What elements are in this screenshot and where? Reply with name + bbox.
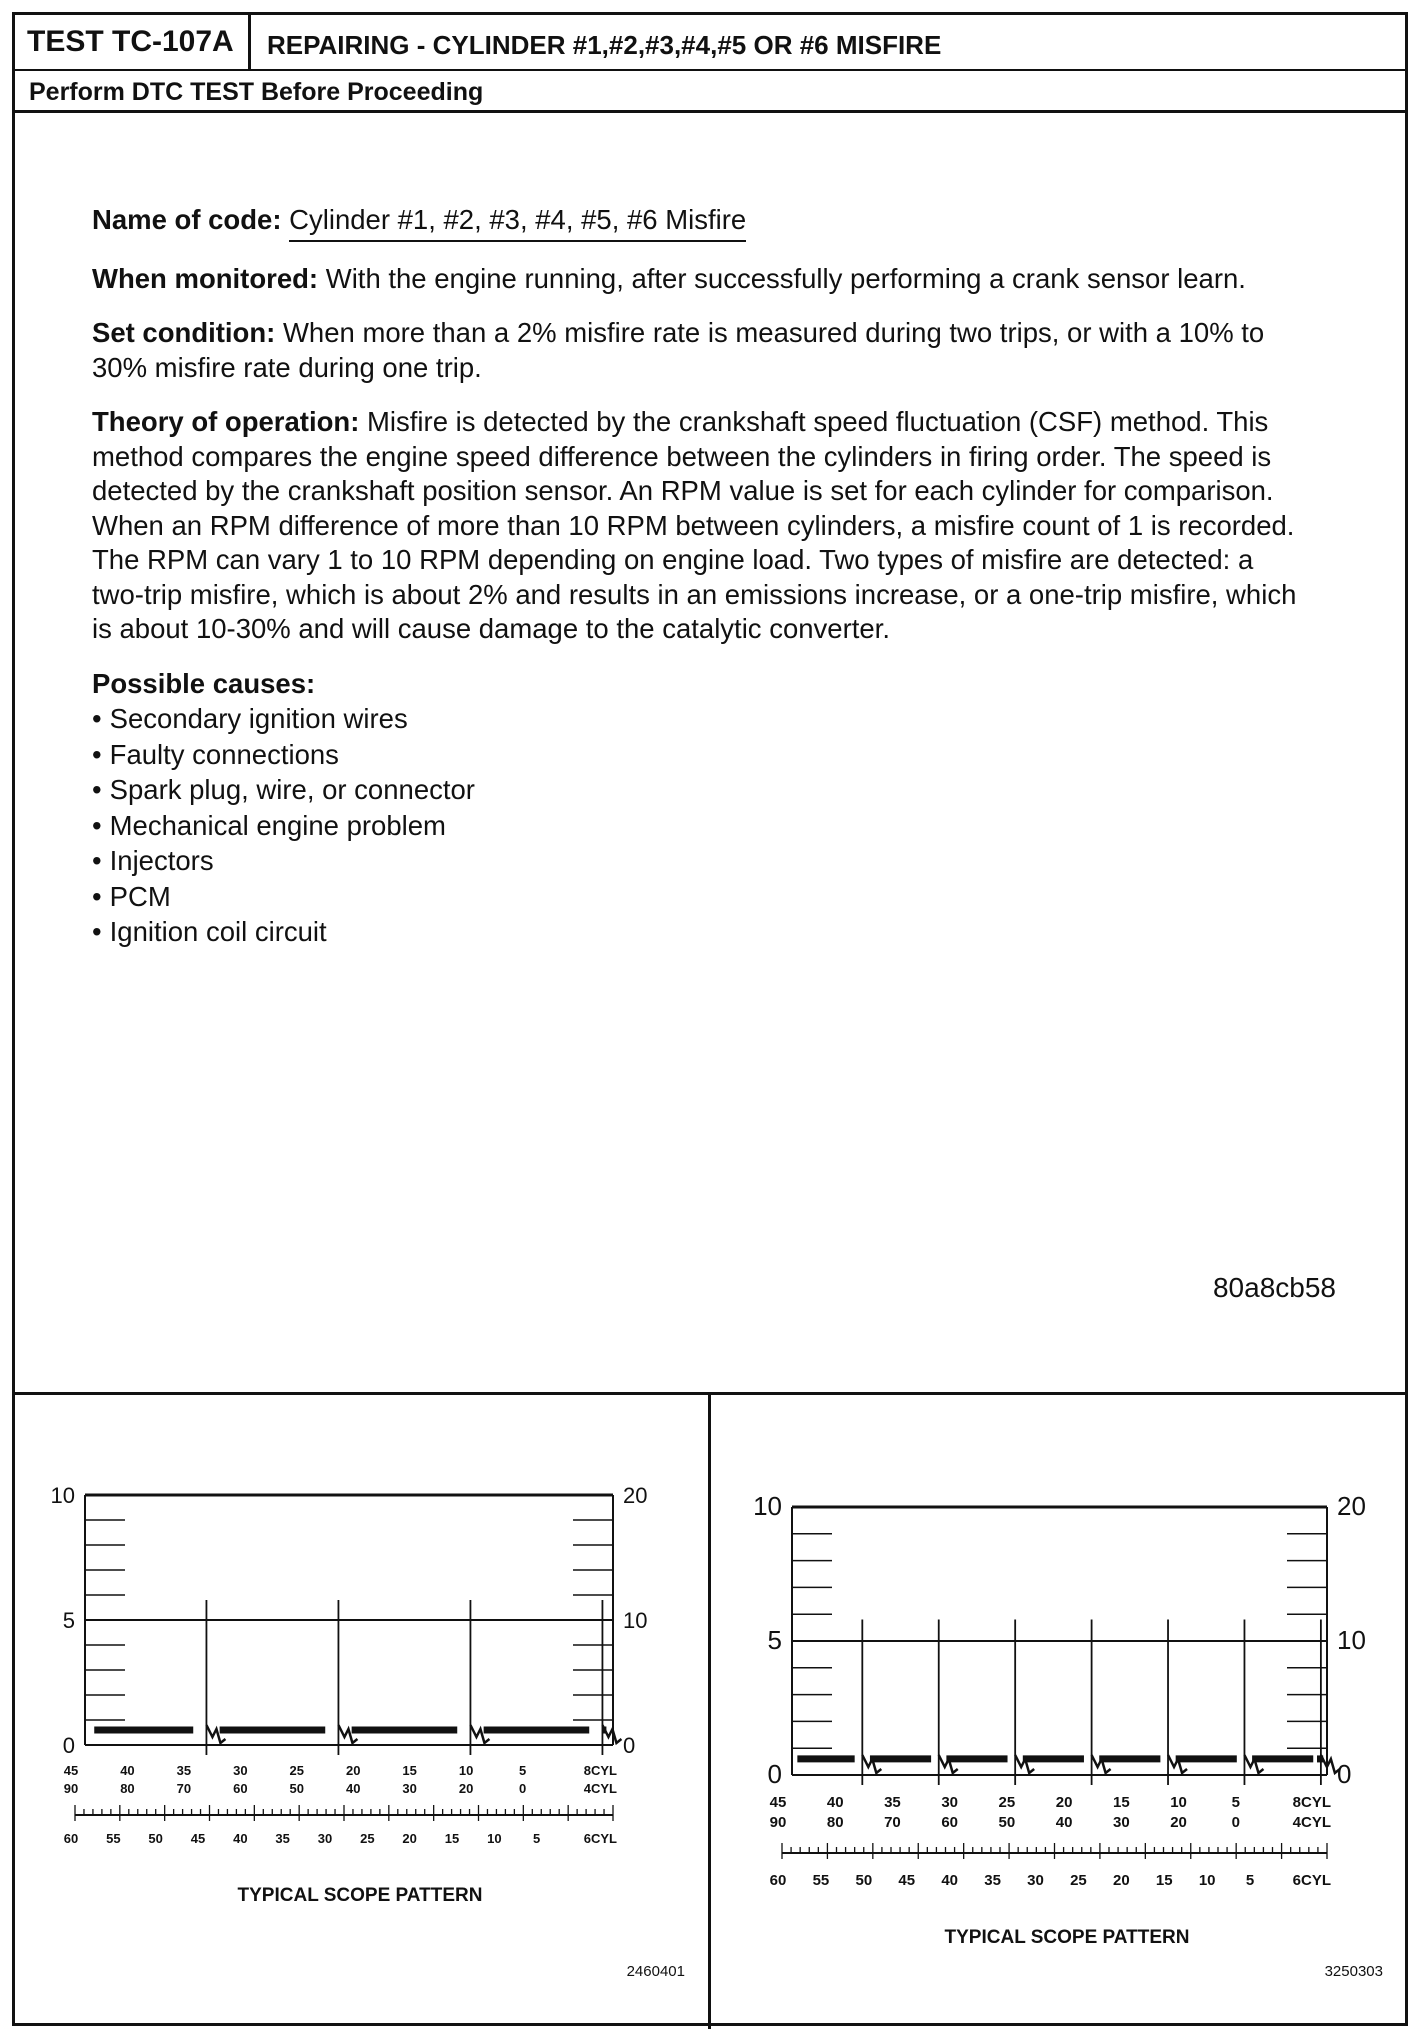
- list-item: • Injectors: [92, 843, 1312, 879]
- scale-label-6cyl: 40: [233, 1831, 248, 1846]
- scale-label-6cyl: 35: [984, 1872, 1001, 1889]
- right-axis-label: 10: [1337, 1625, 1366, 1655]
- test-title: REPAIRING - CYLINDER #1,#2,#3,#4,#5 OR #6 MISFIRE: [267, 30, 942, 60]
- figure-divider: [708, 1393, 711, 2029]
- right-axis-label: 0: [623, 1733, 636, 1758]
- header-row: [15, 15, 1405, 71]
- list-item: • Spark plug, wire, or connector: [92, 772, 1312, 808]
- scale-label-8cyl: 8CYL: [1292, 1794, 1331, 1811]
- scale-label-6cyl: 10: [487, 1831, 502, 1846]
- scale-label-6cyl: 30: [1027, 1872, 1044, 1889]
- scale-label-6cyl: 40: [941, 1872, 959, 1889]
- scale-label-6cyl: 55: [812, 1872, 830, 1889]
- scale-label-6cyl: 35: [275, 1831, 290, 1846]
- list-item: • Secondary ignition wires: [92, 701, 1312, 737]
- scale-label-4cyl: 4CYL: [1292, 1814, 1331, 1831]
- scale-label-6cyl: 6CYL: [1292, 1872, 1331, 1889]
- monitored-label: When monitored:: [92, 262, 319, 294]
- scale-label-6cyl: 50: [855, 1872, 873, 1889]
- reference-code: 80a8cb58: [1212, 1272, 1336, 1303]
- scale-label-8cyl: 10: [1170, 1794, 1187, 1811]
- scale-label-8cyl: 8CYL: [583, 1763, 617, 1778]
- theory-text: Misfire is detected by the crankshaft speed fluctuation (CSF) method. This method compares the engine speed difference between the cylinders in firing order. The speed is detected by the crankshaft position sensor. An RPM value is set for each cylinder for comparison. When an RPM difference of more than 10 RPM between cylinders, a misfire count of 1 is recorded. The RPM can vary 1 to 10 RPM depending on engine load. Two types of misfire are detected: a two-trip misfire, which is about 2% and results in an emissions increase, or a one-trip misfire, which is about 10-30% and will cause damage to the catalytic converter.: [92, 406, 1297, 644]
- scale-label-4cyl: 60: [233, 1781, 248, 1796]
- scale-label-6cyl: 30: [317, 1831, 333, 1846]
- scope-pattern-diagram: [35, 1435, 685, 1875]
- scale-label-6cyl: 25: [1070, 1872, 1087, 1889]
- scale-label-4cyl: 40: [1055, 1814, 1073, 1831]
- scale-label-6cyl: 60: [769, 1872, 787, 1889]
- scale-label-8cyl: 30: [941, 1794, 959, 1811]
- right-axis-label: 20: [1337, 1491, 1366, 1521]
- scale-label-4cyl: 20: [1170, 1814, 1187, 1831]
- scale-label-8cyl: 30: [233, 1763, 248, 1778]
- scope-figure-4cyl: [35, 1435, 685, 1995]
- scale-label-4cyl: 80: [826, 1814, 844, 1831]
- scale-label-6cyl: 20: [1112, 1872, 1130, 1889]
- left-axis-label: 10: [50, 1483, 75, 1508]
- scale-label-8cyl: 45: [63, 1763, 79, 1778]
- scope-figure-6cyl: [747, 1455, 1387, 1995]
- scale-label-4cyl: 90: [769, 1814, 787, 1831]
- scale-label-6cyl: 60: [63, 1831, 79, 1846]
- scale-label-8cyl: 25: [289, 1763, 305, 1778]
- scale-label-8cyl: 45: [769, 1794, 787, 1811]
- test-subtitle: Perform DTC TEST Before Proceeding: [15, 71, 1405, 113]
- scale-label-4cyl: 90: [63, 1781, 79, 1796]
- left-axis-label: 5: [767, 1625, 782, 1655]
- scale-label-6cyl: 55: [106, 1831, 121, 1846]
- scale-label-4cyl: 50: [289, 1781, 305, 1796]
- scale-label-6cyl: 10: [1198, 1872, 1216, 1889]
- scale-label-6cyl: 15: [1155, 1872, 1173, 1889]
- scale-label-8cyl: 15: [1112, 1794, 1130, 1811]
- figure-code: 3250303: [1324, 1963, 1383, 1980]
- scale-label-8cyl: 40: [826, 1794, 844, 1811]
- monitored-paragraph: [92, 262, 1312, 297]
- scope-caption: TYPICAL SCOPE PATTERN: [237, 1885, 483, 1906]
- set-condition-text: When more than a 2% misfire rate is measured during two trips, or with a 10% to 30% misfire rate during one trip.: [92, 317, 1265, 383]
- code-name-value: Cylinder #1, #2, #3, #4, #5, #6 Misfire: [289, 203, 746, 242]
- scale-label-4cyl: 50: [998, 1814, 1016, 1831]
- causes-label: Possible causes:: [92, 667, 316, 699]
- left-axis-label: 0: [767, 1759, 782, 1789]
- page-frame: [12, 12, 1408, 2026]
- list-item: • Mechanical engine problem: [92, 808, 1312, 844]
- left-axis-label: 10: [753, 1491, 782, 1521]
- list-item: • Faulty connections: [92, 737, 1312, 773]
- scale-label-8cyl: 10: [458, 1763, 474, 1778]
- scale-label-4cyl: 60: [941, 1814, 959, 1831]
- scale-label-4cyl: 0: [518, 1781, 527, 1796]
- right-axis-label: 20: [623, 1483, 648, 1508]
- scale-label-6cyl: 6CYL: [583, 1831, 617, 1846]
- scale-label-6cyl: 50: [148, 1831, 163, 1846]
- scale-label-8cyl: 40: [120, 1763, 135, 1778]
- scale-label-6cyl: 5: [1245, 1872, 1255, 1889]
- scale-label-8cyl: 15: [402, 1763, 417, 1778]
- figure-code: 2460401: [626, 1963, 685, 1980]
- causes-list: [92, 701, 1312, 950]
- scale-label-4cyl: 70: [884, 1814, 901, 1831]
- scale-label-4cyl: 4CYL: [583, 1781, 617, 1796]
- scale-label-6cyl: 45: [898, 1872, 916, 1889]
- scale-label-8cyl: 35: [884, 1794, 901, 1811]
- scope-pattern-diagram: [747, 1455, 1387, 1915]
- left-axis-label: 0: [62, 1733, 75, 1758]
- scale-label-6cyl: 5: [533, 1831, 541, 1846]
- scale-label-8cyl: 25: [998, 1794, 1016, 1811]
- scale-label-4cyl: 40: [345, 1781, 361, 1796]
- scale-label-4cyl: 80: [120, 1781, 135, 1796]
- scale-label-4cyl: 30: [402, 1781, 417, 1796]
- scale-label-8cyl: 20: [345, 1763, 361, 1778]
- list-item: • PCM: [92, 879, 1312, 915]
- right-axis-label: 10: [623, 1608, 648, 1633]
- theory-label: Theory of operation:: [92, 406, 360, 437]
- scale-label-4cyl: 0: [1231, 1814, 1240, 1831]
- set-condition-paragraph: [92, 316, 1312, 385]
- scale-label-6cyl: 45: [190, 1831, 206, 1846]
- scale-label-8cyl: 5: [518, 1763, 527, 1778]
- left-axis-label: 5: [62, 1608, 75, 1633]
- scale-label-6cyl: 20: [402, 1831, 417, 1846]
- scale-label-4cyl: 20: [458, 1781, 474, 1796]
- scale-label-6cyl: 25: [360, 1831, 375, 1846]
- scale-label-8cyl: 5: [1231, 1794, 1240, 1811]
- code-name-label: Name of code:: [92, 204, 282, 235]
- code-name-paragraph: [92, 203, 1312, 242]
- test-id: TEST TC-107A: [15, 15, 251, 69]
- set-condition-label: Set condition:: [92, 317, 276, 348]
- scale-label-8cyl: 20: [1055, 1794, 1073, 1811]
- monitored-text: With the engine running, after successfully performing a crank sensor learn.: [325, 262, 1246, 294]
- theory-paragraph: [92, 405, 1312, 647]
- scale-label-8cyl: 35: [176, 1763, 192, 1778]
- list-item: • Ignition coil circuit: [92, 914, 1312, 950]
- right-axis-label: 0: [1337, 1759, 1352, 1789]
- test-description: [92, 203, 1312, 950]
- scale-label-4cyl: 30: [1112, 1814, 1130, 1831]
- scale-label-4cyl: 70: [176, 1781, 192, 1796]
- scope-caption: TYPICAL SCOPE PATTERN: [944, 1927, 1190, 1948]
- scale-label-6cyl: 15: [444, 1831, 460, 1846]
